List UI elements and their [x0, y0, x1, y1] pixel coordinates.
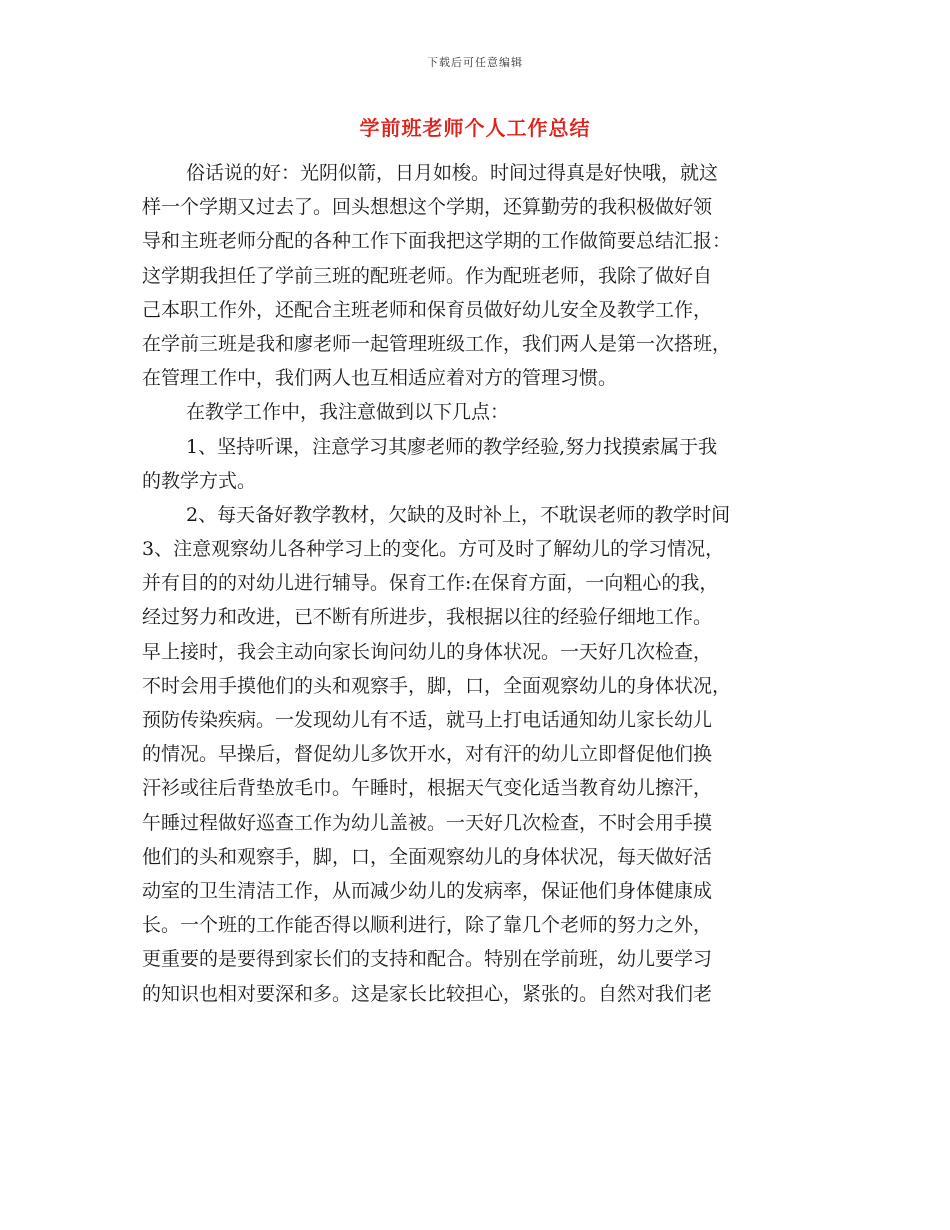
- text-line: 导和主班老师分配的各种工作下面我把这学期的工作做简要总结汇报：: [142, 230, 732, 253]
- text-line: 在学前三班是我和廖老师一起管理班级工作，我们两人是第一次搭班，: [142, 332, 732, 355]
- text-line: 在管理工作中，我们两人也互相适应着对方的管理习惯。: [142, 367, 618, 390]
- text-line: 样一个学期又过去了。回头想想这个学期，还算勤劳的我积极做好领: [142, 196, 713, 219]
- text-line: 在教学工作中，我注意做到以下几点：: [186, 401, 510, 424]
- text-line: 2、每天备好教学教材，欠缺的及时补上，不耽误老师的教学时间: [186, 503, 731, 526]
- text-line: 午睡过程做好巡查工作为幼儿盖被。一天好几次检查，不时会用手摸: [142, 811, 713, 834]
- text-line: 不时会用手摸他们的头和观察手，脚，口，全面观察幼儿的身体状况，: [142, 674, 732, 697]
- text-line: 己本职工作外，还配合主班老师和保育员做好幼儿安全及教学工作，: [142, 298, 713, 321]
- text-line: 早上接时，我会主动向家长询问幼儿的身体状况。一天好几次检查，: [142, 640, 713, 663]
- text-line: 的情况。早操后，督促幼儿多饮开水，对有汗的幼儿立即督促他们换: [142, 743, 713, 766]
- text-line: 经过努力和改进，已不断有所进步，我根据以往的经验仔细地工作。: [142, 606, 713, 629]
- text-line: 并有目的的对幼儿进行辅导。保育工作:在保育方面，一向粗心的我，: [142, 572, 719, 595]
- text-line: 这学期我担任了学前三班的配班老师。作为配班老师，我除了做好自: [142, 264, 713, 287]
- document-body: [142, 156, 810, 1011]
- text-line: 预防传染疾病。一发现幼儿有不适，就马上打电话通知幼儿家长幼儿: [142, 709, 713, 731]
- text-line: 更重要的是要得到家长们的支持和配合。特别在学前班，幼儿要学习: [142, 948, 713, 971]
- text-line: 汗衫或往后背垫放毛巾。午睡时，根据天气变化适当教育幼儿擦汗，: [142, 777, 713, 800]
- text-line: 动室的卫生清洁工作，从而减少幼儿的发病率，保证他们身体健康成: [142, 879, 713, 902]
- document-title: 学前班老师个人工作总结: [359, 116, 591, 140]
- text-line: 他们的头和观察手，脚，口，全面观察幼儿的身体状况，每天做好活: [142, 845, 713, 868]
- text-line: 俗话说的好：光阴似箭，日月如梭。时间过得真是好快哦，就这: [186, 162, 719, 184]
- text-line: 3、注意观察幼儿各种学习上的变化。方可及时了解幼儿的学习情况，: [142, 538, 725, 561]
- text-line: 长。一个班的工作能否得以顺利进行，除了靠几个老师的努力之外，: [142, 914, 713, 937]
- text-line: 的教学方式。: [142, 469, 257, 492]
- header-note: 下载后可任意编辑: [427, 56, 523, 69]
- text-line: 1、坚持听课，注意学习其廖老师的教学经验,努力找摸索属于我: [186, 435, 718, 458]
- text-line: 的知识也相对要深和多。这是家长比较担心，紧张的。自然对我们老: [142, 982, 713, 1005]
